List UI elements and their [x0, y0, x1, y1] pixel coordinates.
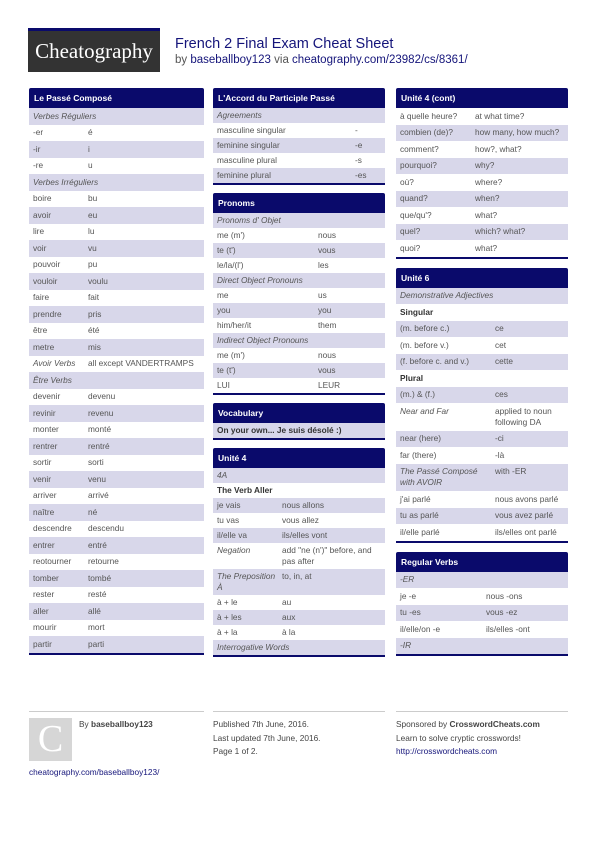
row-key: The Passé Composé with AVOIR	[400, 466, 478, 488]
row-value: tombé	[88, 572, 112, 583]
row-value: vous avez parlé	[495, 510, 554, 521]
table-row	[213, 363, 385, 378]
section-l-accord-du-participle-pass-	[213, 88, 385, 185]
row-key: masculine singular	[217, 125, 286, 135]
row-label: On your own... Je suis désolé :)	[217, 425, 342, 435]
table-row	[213, 610, 385, 625]
table-row	[396, 621, 568, 638]
table-row	[213, 243, 385, 258]
subheading-row	[213, 273, 385, 288]
row-value: entré	[88, 539, 107, 550]
row-key: -re	[33, 160, 44, 171]
row-label: Verbes Réguliers	[33, 110, 97, 121]
row-value: parti	[88, 638, 105, 649]
table-row	[29, 158, 204, 175]
row-key: naître	[33, 506, 55, 517]
section-header: Regular Verbs	[396, 552, 568, 572]
row-value: les	[318, 260, 329, 270]
row-value: nous allons	[282, 500, 324, 510]
row-key: où?	[400, 176, 414, 187]
row-value: -	[355, 125, 358, 135]
table-row	[213, 153, 385, 168]
row-key: lire	[33, 226, 45, 237]
row-value: ils/elles ont parlé	[495, 526, 557, 537]
row-value: venu	[88, 473, 106, 484]
row-label: 4A	[217, 470, 228, 480]
row-value: aux	[282, 612, 296, 622]
row-key: (f. before c. and v.)	[400, 356, 470, 367]
sheet-url-link[interactable]: cheatography.com/23982/cs/8361/	[292, 54, 468, 66]
column-2	[213, 88, 385, 665]
table-row	[29, 141, 204, 158]
sponsor-info	[396, 711, 568, 759]
table-row	[29, 455, 204, 472]
table-row	[29, 587, 204, 604]
table-row	[29, 125, 204, 142]
section-header: Vocabulary	[213, 403, 385, 423]
row-key: venir	[33, 473, 51, 484]
row-key: quand?	[400, 193, 428, 204]
row-key: me (m')	[217, 350, 245, 360]
section-header: Unité 6	[396, 268, 568, 288]
row-value: été	[88, 325, 100, 336]
bold-row	[213, 423, 385, 438]
row-value: with -ER	[495, 466, 527, 477]
row-value: eu	[88, 209, 98, 220]
section-header: Le Passé Composé	[29, 88, 204, 108]
table-row	[213, 258, 385, 273]
row-value: au	[282, 597, 292, 607]
row-key: vouloir	[33, 275, 58, 286]
page-count: Page 1 of 2.	[213, 746, 258, 756]
table-row	[396, 403, 568, 431]
row-key: rester	[33, 589, 55, 600]
row-value: where?	[475, 176, 503, 187]
table-row	[29, 339, 204, 356]
row-key: pouvoir	[33, 259, 61, 270]
row-value: devenu	[88, 391, 116, 402]
row-key: j'ai parlé	[400, 493, 431, 504]
row-value: you	[318, 305, 332, 315]
table-row	[29, 636, 204, 653]
table-row	[396, 141, 568, 158]
table-row	[213, 123, 385, 138]
author-footer	[29, 711, 204, 780]
subheading-row	[213, 213, 385, 228]
row-key: voir	[33, 242, 47, 253]
table-row	[29, 620, 204, 637]
table-row	[396, 224, 568, 241]
table-row	[213, 378, 385, 393]
row-label: Agreements	[217, 110, 262, 120]
row-key: partir	[33, 638, 52, 649]
table-row	[396, 524, 568, 541]
row-key: (m. before v.)	[400, 339, 449, 350]
row-value: what?	[475, 242, 498, 253]
table-row	[396, 508, 568, 525]
table-row	[213, 288, 385, 303]
table-row	[29, 554, 204, 571]
row-key: à quelle heure?	[400, 110, 458, 121]
row-value: retourne	[88, 556, 119, 567]
table-row	[29, 257, 204, 274]
row-key: tu as parlé	[400, 510, 439, 521]
row-value: cette	[495, 356, 513, 367]
sponsor-name: CrosswordCheats.com	[449, 719, 540, 729]
subheading-row	[396, 288, 568, 305]
table-row	[29, 273, 204, 290]
row-key: je vais	[217, 500, 241, 510]
avatar: C	[29, 718, 72, 761]
row-value: u	[88, 160, 93, 171]
row-value: applied to noun following DA	[495, 405, 552, 427]
row-value: them	[318, 320, 337, 330]
by-label: by	[175, 54, 188, 66]
row-value: add "ne (n')" before, and pas after	[282, 545, 372, 566]
row-value: how many, how much?	[475, 127, 560, 138]
row-value: nous	[318, 230, 336, 240]
row-value: LEUR	[318, 380, 341, 390]
table-row	[29, 603, 204, 620]
row-label: Indirect Object Pronouns	[217, 335, 309, 345]
row-label: Interrogative Words	[217, 642, 290, 652]
column-1	[29, 88, 204, 664]
row-label: Être Verbs	[33, 374, 72, 385]
row-value: mis	[88, 341, 101, 352]
row-key: il/elle va	[217, 530, 247, 540]
row-key: entrer	[33, 539, 55, 550]
row-key: Avoir Verbs	[33, 358, 76, 369]
table-row	[29, 323, 204, 340]
row-key: LUI	[217, 380, 230, 390]
section-unit-4-cont-	[396, 88, 568, 259]
row-key: tu -es	[400, 607, 421, 618]
table-row	[213, 498, 385, 513]
row-value: resté	[88, 589, 107, 600]
row-label: Pronoms d' Objet	[217, 215, 281, 225]
row-value: vous	[318, 245, 336, 255]
sponsored-label: Sponsored by	[396, 719, 448, 729]
table-row	[396, 431, 568, 448]
footer-author[interactable]: baseballboy123	[91, 719, 153, 729]
row-key: comment?	[400, 143, 439, 154]
row-key: The Preposition À	[217, 571, 276, 592]
row-key: monter	[33, 424, 59, 435]
row-key: quoi?	[400, 242, 421, 253]
row-key: il/elle/on -e	[400, 623, 441, 634]
table-row	[29, 570, 204, 587]
row-value: revenu	[88, 407, 114, 418]
table-row	[29, 306, 204, 323]
table-row	[213, 528, 385, 543]
table-row	[396, 321, 568, 338]
bold-row	[396, 304, 568, 321]
row-value: pu	[88, 259, 98, 270]
table-row	[396, 354, 568, 371]
row-label: Plural	[400, 372, 424, 383]
subheading-row	[213, 640, 385, 655]
row-key: à + les	[217, 612, 242, 622]
row-key: je -e	[400, 590, 417, 601]
table-row	[29, 224, 204, 241]
section-header: Unité 4 (cont)	[396, 88, 568, 108]
subheading-row	[29, 372, 204, 389]
row-value: -s	[355, 155, 362, 165]
published-date: Published 7th June, 2016.	[213, 719, 309, 729]
table-row	[396, 240, 568, 257]
table-row	[29, 471, 204, 488]
table-row	[213, 595, 385, 610]
section-le-pass-compos-	[29, 88, 204, 655]
bold-row	[396, 370, 568, 387]
table-row	[396, 174, 568, 191]
section-unit-4	[213, 448, 385, 657]
column-3	[396, 88, 568, 665]
by-label: By	[79, 719, 89, 729]
row-value: -es	[355, 170, 367, 180]
row-key: sortir	[33, 457, 52, 468]
table-row	[396, 158, 568, 175]
table-row	[396, 588, 568, 605]
row-key: Near and Far	[400, 405, 449, 416]
row-key: him/her/it	[217, 320, 252, 330]
row-value: fait	[88, 292, 100, 303]
row-value: monté	[88, 424, 112, 435]
row-key: feminine singular	[217, 140, 280, 150]
row-value: all except VANDERTRAMPS	[88, 358, 194, 369]
row-value: ce	[495, 323, 504, 334]
row-label: Verbes Irréguliers	[33, 176, 99, 187]
row-key: masculine plural	[217, 155, 277, 165]
row-value: i	[88, 143, 90, 154]
sponsor-link[interactable]: http://crosswordcheats.com	[396, 746, 497, 756]
row-value: ils/elles vont	[282, 530, 328, 540]
row-key: te (t')	[217, 245, 236, 255]
row-key: prendre	[33, 308, 62, 319]
row-value: -e	[355, 140, 363, 150]
table-row	[396, 125, 568, 142]
row-key: feminine plural	[217, 170, 271, 180]
table-row	[213, 138, 385, 153]
row-key: combien (de)?	[400, 127, 454, 138]
row-label: The Verb Aller	[217, 485, 273, 495]
row-value: arrivé	[88, 490, 109, 501]
row-key: Negation	[217, 545, 251, 555]
table-row	[29, 191, 204, 208]
table-row	[396, 207, 568, 224]
row-key: revinir	[33, 407, 56, 418]
table-row	[29, 207, 204, 224]
row-key: il/elle parlé	[400, 526, 440, 537]
table-row	[396, 605, 568, 622]
sponsor-tagline: Learn to solve cryptic crosswords!	[396, 732, 521, 743]
section-header: L'Accord du Participle Passé	[213, 88, 385, 108]
row-key: -ir	[33, 143, 41, 154]
section-unit-6	[396, 268, 568, 543]
row-value: voulu	[88, 275, 108, 286]
table-row	[213, 569, 385, 595]
section-pronoms	[213, 193, 385, 395]
row-key: (m.) & (f.)	[400, 389, 436, 400]
table-row	[29, 488, 204, 505]
subheading-row	[213, 468, 385, 483]
table-row	[213, 168, 385, 183]
row-key: reotourner	[33, 556, 72, 567]
row-key: aller	[33, 605, 49, 616]
row-value: nous	[318, 350, 336, 360]
row-value: -là	[495, 449, 505, 460]
row-value: vous -ez	[486, 607, 518, 618]
row-value: à la	[282, 627, 296, 637]
section-regular-verbs	[396, 552, 568, 657]
bold-row	[213, 483, 385, 498]
table-row	[213, 543, 385, 569]
table-row	[29, 537, 204, 554]
table-row	[29, 356, 204, 373]
row-key: te (t')	[217, 365, 236, 375]
row-value: cet	[495, 339, 507, 350]
row-key: faire	[33, 292, 50, 303]
table-row	[396, 108, 568, 125]
table-row	[213, 228, 385, 243]
row-value: sorti	[88, 457, 104, 468]
row-key: tu vas	[217, 515, 240, 525]
row-key: near (here)	[400, 433, 442, 444]
row-key: à + le	[217, 597, 238, 607]
row-value: nous -ons	[486, 590, 523, 601]
row-key: que/qu'?	[400, 209, 432, 220]
row-key: devenir	[33, 391, 61, 402]
table-row	[396, 191, 568, 208]
table-row	[213, 348, 385, 363]
row-value: why?	[475, 160, 495, 171]
table-row	[29, 504, 204, 521]
row-label: Singular	[400, 306, 434, 317]
section-header: Unité 4	[213, 448, 385, 468]
table-row	[396, 464, 568, 492]
row-value: bu	[88, 193, 98, 204]
row-key: far (there)	[400, 449, 437, 460]
via-label: via	[274, 54, 289, 66]
updated-date: Last updated 7th June, 2016.	[213, 732, 321, 743]
byline	[175, 54, 468, 66]
table-row	[396, 491, 568, 508]
row-key: avoir	[33, 209, 51, 220]
table-row	[29, 422, 204, 439]
subheading-row	[213, 333, 385, 348]
row-label: Demonstrative Adjectives	[400, 290, 494, 301]
row-key: pourquoi?	[400, 160, 437, 171]
row-value: us	[318, 290, 327, 300]
row-value: when?	[475, 193, 500, 204]
row-key: tomber	[33, 572, 59, 583]
table-row	[29, 240, 204, 257]
table-row	[213, 513, 385, 528]
row-value: how?, what?	[475, 143, 522, 154]
table-row	[29, 290, 204, 307]
table-row	[29, 521, 204, 538]
row-label: Direct Object Pronouns	[217, 275, 303, 285]
row-value: to, in, at	[282, 571, 312, 581]
table-row	[396, 387, 568, 404]
table-row	[29, 389, 204, 406]
row-key: à + la	[217, 627, 238, 637]
row-label: -IR	[400, 640, 412, 651]
section-header: Pronoms	[213, 193, 385, 213]
row-value: ces	[495, 389, 508, 400]
subheading-row	[29, 174, 204, 191]
row-value: descendu	[88, 523, 124, 534]
subheading-row	[396, 638, 568, 655]
row-value: vous	[318, 365, 336, 375]
row-value: allé	[88, 605, 101, 616]
row-value: é	[88, 127, 93, 138]
row-key: (m. before c.)	[400, 323, 450, 334]
row-value: which? what?	[475, 226, 526, 237]
row-key: descendre	[33, 523, 72, 534]
section-vocabulary	[213, 403, 385, 440]
table-row	[213, 318, 385, 333]
publish-info	[213, 711, 385, 759]
row-value: vous allez	[282, 515, 319, 525]
table-row	[213, 625, 385, 640]
row-value: ils/elles -ont	[486, 623, 530, 634]
row-key: me	[217, 290, 229, 300]
row-value: lu	[88, 226, 95, 237]
author-link[interactable]: baseballboy123	[190, 54, 271, 66]
subheading-row	[396, 572, 568, 589]
row-value: vu	[88, 242, 97, 253]
row-key: arriver	[33, 490, 57, 501]
row-key: -er	[33, 127, 44, 138]
row-key: you	[217, 305, 231, 315]
row-label: -ER	[400, 574, 415, 585]
row-key: me (m')	[217, 230, 245, 240]
page-title: French 2 Final Exam Cheat Sheet	[175, 36, 394, 52]
row-key: le/la/(l')	[217, 260, 244, 270]
row-value: pris	[88, 308, 102, 319]
row-value: né	[88, 506, 98, 517]
row-key: être	[33, 325, 48, 336]
subheading-row	[213, 108, 385, 123]
row-value: -ci	[495, 433, 504, 444]
row-key: boire	[33, 193, 52, 204]
row-key: mourir	[33, 622, 57, 633]
row-value: nous avons parlé	[495, 493, 559, 504]
row-value: rentré	[88, 440, 110, 451]
row-key: metre	[33, 341, 55, 352]
table-row	[396, 447, 568, 464]
row-value: what?	[475, 209, 498, 220]
table-row	[396, 337, 568, 354]
subheading-row	[29, 108, 204, 125]
table-row	[29, 405, 204, 422]
table-row	[213, 303, 385, 318]
row-value: mort	[88, 622, 105, 633]
cheatography-logo[interactable]: Cheatography	[28, 28, 160, 72]
row-key: quel?	[400, 226, 421, 237]
profile-link[interactable]: cheatography.com/baseballboy123/	[29, 767, 160, 777]
row-value: at what time?	[475, 110, 525, 121]
row-key: rentrer	[33, 440, 58, 451]
table-row	[29, 438, 204, 455]
